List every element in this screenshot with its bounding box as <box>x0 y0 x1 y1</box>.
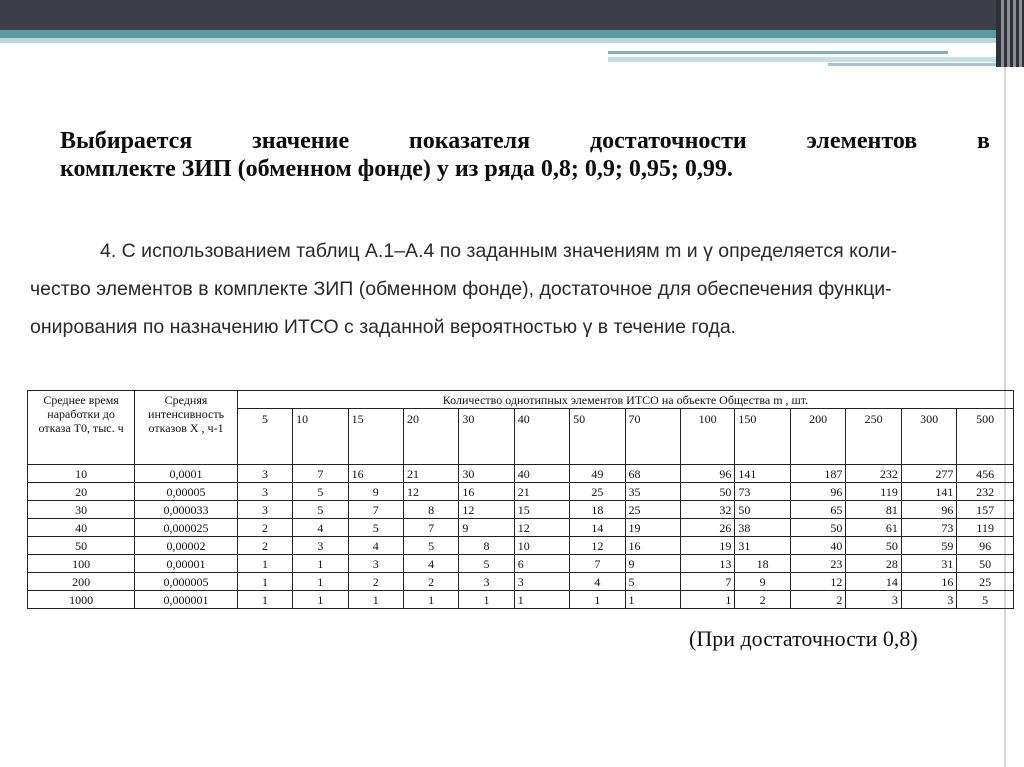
count-cell: 1 <box>459 591 514 609</box>
mtbf-cell: 100 <box>28 555 135 573</box>
count-cell: 232 <box>846 465 901 483</box>
count-cell: 96 <box>957 537 1014 555</box>
count-cell: 35 <box>625 483 680 501</box>
failure-rate-cell: 0,000033 <box>135 501 238 519</box>
sufficiency-note: (При достаточности 0,8) <box>689 626 918 651</box>
m-value-header: 10 <box>293 409 348 465</box>
count-cell: 9 <box>625 555 680 573</box>
mtbf-cell: 1000 <box>28 591 135 609</box>
mtbf-cell: 200 <box>28 573 135 591</box>
count-cell: 12 <box>403 483 458 501</box>
mtbf-cell: 10 <box>28 465 135 483</box>
count-cell: 12 <box>570 537 625 555</box>
slide-stripe <box>0 38 1000 43</box>
count-cell: 4 <box>348 537 403 555</box>
count-cell: 16 <box>901 573 956 591</box>
count-cell: 81 <box>846 501 901 519</box>
slide-stripe <box>608 57 1000 62</box>
count-cell: 96 <box>680 465 735 483</box>
count-cell: 5 <box>293 483 348 501</box>
count-cell: 119 <box>957 519 1014 537</box>
count-cell: 30 <box>459 465 514 483</box>
paragraph-line: 4. С использованием таблиц А.1–А.4 по заданным значениям m и γ определяется коли- <box>100 240 897 262</box>
m-value-header: 150 <box>735 409 790 465</box>
count-cell: 19 <box>680 537 735 555</box>
count-cell: 1 <box>293 573 348 591</box>
count-cell: 65 <box>790 501 845 519</box>
count-cell: 16 <box>348 465 403 483</box>
header-failure-rate: Средняя интенсивность отказов X , ч-1 <box>135 391 238 465</box>
count-cell: 1 <box>625 591 680 609</box>
count-cell: 50 <box>846 537 901 555</box>
count-cell: 31 <box>901 555 956 573</box>
slide-stripe <box>828 63 1000 66</box>
count-cell: 12 <box>459 501 514 519</box>
method-paragraph <box>30 232 988 346</box>
m-value-header: 50 <box>570 409 625 465</box>
mtbf-cell: 50 <box>28 537 135 555</box>
count-cell: 50 <box>957 555 1014 573</box>
count-cell: 12 <box>514 519 569 537</box>
count-cell: 141 <box>735 465 790 483</box>
count-cell: 18 <box>570 501 625 519</box>
count-cell: 5 <box>957 591 1014 609</box>
count-cell: 73 <box>735 483 790 501</box>
count-cell: 50 <box>790 519 845 537</box>
count-cell: 19 <box>625 519 680 537</box>
count-cell: 2 <box>735 591 790 609</box>
table-row <box>28 537 1014 555</box>
m-value-header: 70 <box>625 409 680 465</box>
count-cell: 3 <box>514 573 569 591</box>
count-cell: 1 <box>237 555 292 573</box>
count-cell: 61 <box>846 519 901 537</box>
failure-rate-cell: 0,0001 <box>135 465 238 483</box>
count-cell: 7 <box>293 465 348 483</box>
mtbf-cell: 30 <box>28 501 135 519</box>
mtbf-cell: 20 <box>28 483 135 501</box>
count-cell: 26 <box>680 519 735 537</box>
count-cell: 232 <box>957 483 1014 501</box>
count-cell: 3 <box>846 591 901 609</box>
count-cell: 5 <box>403 537 458 555</box>
count-cell: 25 <box>570 483 625 501</box>
count-cell: 21 <box>514 483 569 501</box>
count-cell: 277 <box>901 465 956 483</box>
m-value-header: 20 <box>403 409 458 465</box>
count-cell: 28 <box>846 555 901 573</box>
table-row <box>28 555 1014 573</box>
count-cell: 10 <box>514 537 569 555</box>
count-cell: 68 <box>625 465 680 483</box>
count-cell: 5 <box>293 501 348 519</box>
count-cell: 50 <box>680 483 735 501</box>
count-cell: 96 <box>790 483 845 501</box>
count-cell: 1 <box>293 591 348 609</box>
count-cell: 5 <box>348 519 403 537</box>
count-cell: 38 <box>735 519 790 537</box>
failure-rate-cell: 0,00005 <box>135 483 238 501</box>
count-cell: 1 <box>680 591 735 609</box>
count-cell: 3 <box>348 555 403 573</box>
count-cell: 13 <box>680 555 735 573</box>
heading-line: комплекте ЗИП (обменном фонде) у из ряда 0,8; 0,9; 0,95; 0,99. <box>60 156 733 182</box>
count-cell: 8 <box>403 501 458 519</box>
spare-parts-table <box>27 390 1014 609</box>
count-cell: 21 <box>403 465 458 483</box>
header-mtbf: Среднее время наработки до отказа T0, тыс. ч <box>28 391 135 465</box>
count-cell: 5 <box>625 573 680 591</box>
header-element-count: Количество однотипных элементов ИТСО на объекте Общества m , шт. <box>237 391 1013 409</box>
count-cell: 4 <box>570 573 625 591</box>
count-cell: 3 <box>459 573 514 591</box>
count-cell: 59 <box>901 537 956 555</box>
count-cell: 73 <box>901 519 956 537</box>
count-cell: 456 <box>957 465 1014 483</box>
failure-rate-cell: 0,000001 <box>135 591 238 609</box>
count-cell: 3 <box>293 537 348 555</box>
count-cell: 25 <box>625 501 680 519</box>
table-row <box>28 483 1014 501</box>
failure-rate-cell: 0,00001 <box>135 555 238 573</box>
count-cell: 40 <box>514 465 569 483</box>
count-cell: 187 <box>790 465 845 483</box>
count-cell: 4 <box>293 519 348 537</box>
count-cell: 1 <box>237 573 292 591</box>
m-value-header: 15 <box>348 409 403 465</box>
count-cell: 25 <box>957 573 1014 591</box>
m-value-header: 200 <box>790 409 845 465</box>
count-cell: 18 <box>735 555 790 573</box>
slide-heading <box>60 127 990 183</box>
count-cell: 7 <box>348 501 403 519</box>
slide-top-bar <box>0 0 1024 30</box>
paragraph-line: чество элементов в комплекте ЗИП (обменном фонде), достаточное для обеспечения функци- <box>30 278 892 300</box>
count-cell: 49 <box>570 465 625 483</box>
m-value-header: 300 <box>901 409 956 465</box>
count-cell: 1 <box>403 591 458 609</box>
count-cell: 7 <box>403 519 458 537</box>
count-cell: 12 <box>790 573 845 591</box>
count-cell: 5 <box>459 555 514 573</box>
count-cell: 16 <box>459 483 514 501</box>
count-cell: 9 <box>459 519 514 537</box>
count-cell: 1 <box>570 591 625 609</box>
failure-rate-cell: 0,00002 <box>135 537 238 555</box>
count-cell: 15 <box>514 501 569 519</box>
count-cell: 1 <box>237 591 292 609</box>
count-cell: 23 <box>790 555 845 573</box>
count-cell: 14 <box>846 573 901 591</box>
count-cell: 31 <box>735 537 790 555</box>
count-cell: 32 <box>680 501 735 519</box>
count-cell: 40 <box>790 537 845 555</box>
table-row <box>28 519 1014 537</box>
count-cell: 8 <box>459 537 514 555</box>
failure-rate-cell: 0,000025 <box>135 519 238 537</box>
count-cell: 3 <box>901 591 956 609</box>
count-cell: 7 <box>680 573 735 591</box>
table-row <box>28 573 1014 591</box>
table-row <box>28 591 1014 609</box>
m-value-header: 100 <box>680 409 735 465</box>
count-cell: 2 <box>790 591 845 609</box>
slide-stripe <box>0 30 1000 38</box>
m-value-header: 5 <box>237 409 292 465</box>
count-cell: 3 <box>237 465 292 483</box>
slide-corner-bars <box>996 0 1024 67</box>
count-cell: 157 <box>957 501 1014 519</box>
slide-stripe <box>608 51 948 54</box>
m-value-header: 40 <box>514 409 569 465</box>
failure-rate-cell: 0,000005 <box>135 573 238 591</box>
table-body <box>28 465 1014 609</box>
count-cell: 96 <box>901 501 956 519</box>
count-cell: 7 <box>570 555 625 573</box>
table-row <box>28 501 1014 519</box>
mtbf-cell: 40 <box>28 519 135 537</box>
table-row <box>28 465 1014 483</box>
m-value-header: 30 <box>459 409 514 465</box>
count-cell: 3 <box>237 501 292 519</box>
paragraph-line: онирования по назначению ИТСО с заданной вероятностью γ в течение года. <box>30 316 737 338</box>
count-cell: 16 <box>625 537 680 555</box>
count-cell: 1 <box>514 591 569 609</box>
count-cell: 9 <box>735 573 790 591</box>
count-cell: 50 <box>735 501 790 519</box>
m-value-header: 500 <box>957 409 1014 465</box>
count-cell: 1 <box>348 591 403 609</box>
count-cell: 2 <box>237 537 292 555</box>
count-cell: 14 <box>570 519 625 537</box>
count-cell: 4 <box>403 555 458 573</box>
count-cell: 3 <box>237 483 292 501</box>
heading-line: Выбирается значение показателя достаточности элементов в <box>60 128 990 154</box>
count-cell: 2 <box>403 573 458 591</box>
count-cell: 141 <box>901 483 956 501</box>
count-cell: 1 <box>293 555 348 573</box>
count-cell: 2 <box>237 519 292 537</box>
count-cell: 119 <box>846 483 901 501</box>
count-cell: 6 <box>514 555 569 573</box>
count-cell: 2 <box>348 573 403 591</box>
m-value-header: 250 <box>846 409 901 465</box>
count-cell: 9 <box>348 483 403 501</box>
